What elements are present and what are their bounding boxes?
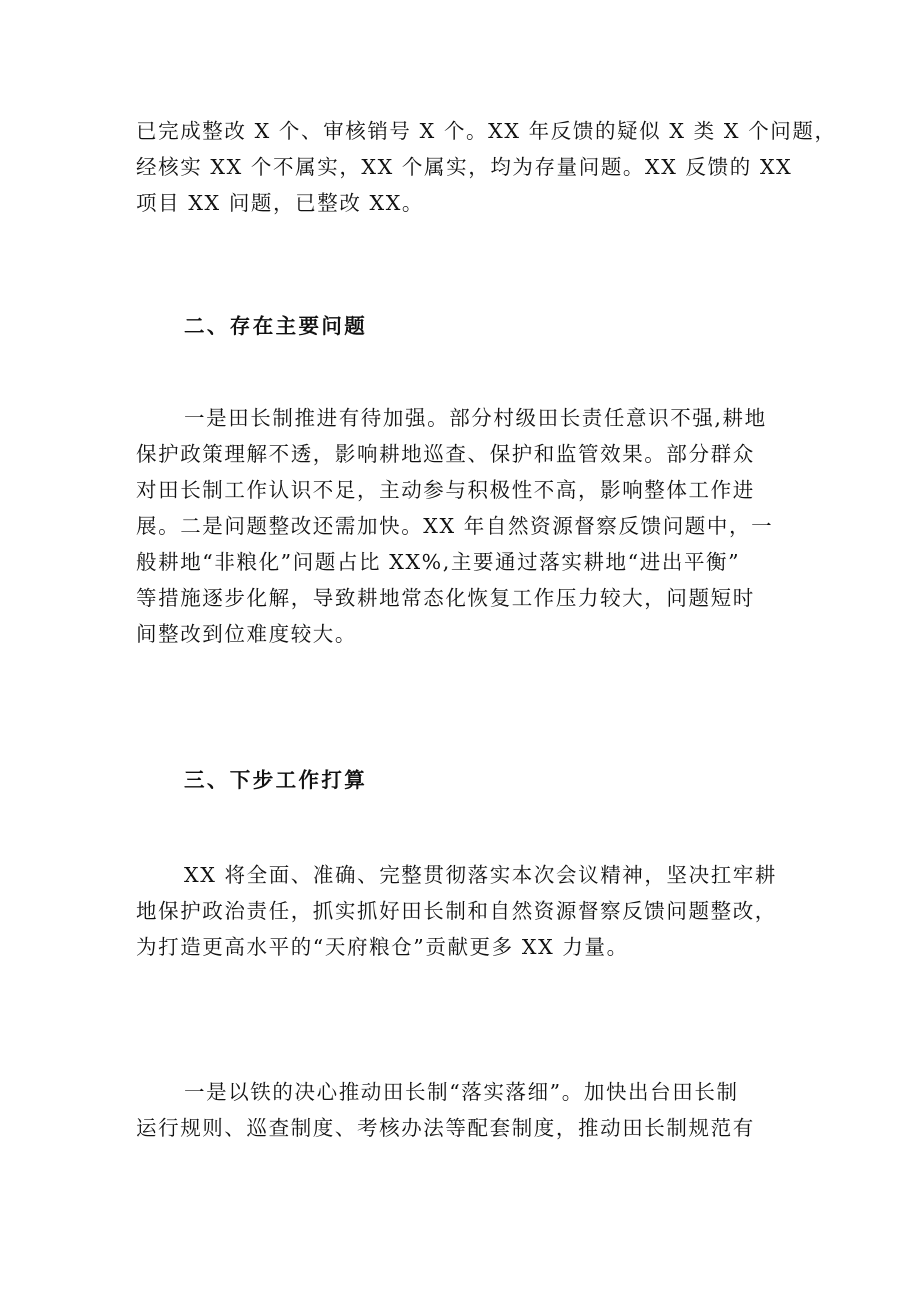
section-heading-next-steps: 三、下步工作打算 [184,768,368,792]
paragraph-line: 保护政策理解不透，影响耕地巡查、保护和监管效果。部分群众 [136,442,755,466]
paragraph-line: 等措施逐步化解，导致耕地常态化恢复工作压力较大，问题短时 [136,586,755,610]
paragraph-line: 一是田长制推进有待加强。部分村级田长责任意识不强,耕地 [184,406,767,430]
paragraph-field-chief-system [136,1074,792,1146]
paragraph-line: 间整改到位难度较大。 [136,622,357,646]
paragraph-rectification-status [136,113,837,221]
paragraph-line: 为打造更高水平的“天府粮仓”贡献更多 XX 力量。 [136,935,629,959]
paragraph-line: XX 将全面、准确、完整贯彻落实本次会议精神，坚决扛牢耕 [184,863,778,887]
paragraph-line: 项目 XX 问题，已整改 XX。 [136,191,425,215]
paragraph-line: 运行规则、巡查制度、考核办法等配套制度，推动田长制规范有 [136,1116,755,1140]
paragraph-main-problems [136,400,792,652]
paragraph-line: 已完成整改 X 个、审核销号 X 个。XX 年反馈的疑似 X 类 X 个问题， [136,119,837,143]
section-heading-main-problems: 二、存在主要问题 [184,314,368,338]
paragraph-line: 经核实 XX 个不属实，XX 个属实，均为存量问题。XX 反馈的 XX [136,155,793,179]
paragraph-next-steps-intro [136,857,792,965]
paragraph-line: 地保护政治责任，抓实抓好田长制和自然资源督察反馈问题整改， [136,899,777,923]
paragraph-line: 般耕地“非粮化”问题占比 XX%,主要通过落实耕地“进出平衡” [136,550,741,574]
paragraph-line: 展。二是问题整改还需加快。XX 年自然资源督察反馈问题中，一 [136,514,774,538]
paragraph-line: 一是以铁的决心推动田长制“落实落细”。加快出台田长制 [184,1080,739,1104]
paragraph-line: 对田长制工作认识不足，主动参与积极性不高，影响整体工作进 [136,478,755,502]
